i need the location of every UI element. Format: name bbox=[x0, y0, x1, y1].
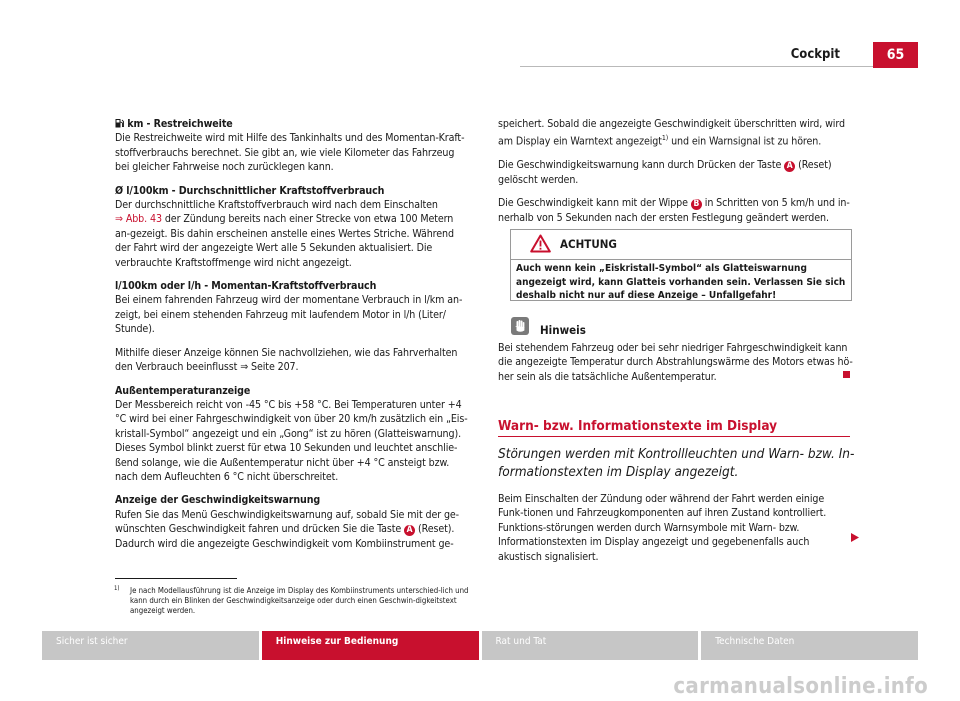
aussentemperatur-text: Der Messbereich reicht von -45 °C bis +58 °C. Bei Temperaturen unter +4 °C wird bei einer Fahrgeschwindigkeit von über 20 km/h zusätzlich ein „Eis-kristall-Symbol“ angezeigt und ein „Gong“ ist zu hören (Glatteiswarnung). Dieses Symbol blinkt zuerst für etwa 10 Sekunden und leuchtet anschlie-ßend solange, wie die Außentemperatur nicht über +4 °C ansteigt bzw. nach dem Aufleuchten 6 °C nicht überschreitet. bbox=[115, 398, 468, 483]
footnote-text: Je nach Modellausführung ist die Anzeige im Display des Kombiinstruments unterschied-lich und kann durch ein Blinken der Geschwindigkeitsanzeige oder durch einen Geschwin-digkeitstext angezeigt werden. bbox=[130, 586, 469, 615]
rp2-text: (Reset) gelöscht werden. bbox=[498, 159, 832, 186]
section-subtitle: Störungen werden mit Kontrollleuchten und Warn- bzw. In-formationstexten im Display angezeigt. bbox=[498, 446, 855, 480]
rp1-text: speichert. Sobald die angezeigte Geschwindigkeit überschritten wird, wird am Display ein Warntext angezeigt bbox=[498, 118, 845, 148]
right-paragraph-2 bbox=[498, 158, 853, 187]
page-header-title: Cockpit bbox=[790, 47, 840, 62]
section-underline bbox=[498, 436, 850, 437]
page-number: 65 bbox=[873, 42, 918, 68]
rp3-text: Die Geschwindigkeit kann mit der Wippe bbox=[498, 197, 688, 210]
durchschnitt-text bbox=[115, 198, 470, 270]
warning-title: ACHTUNG bbox=[560, 237, 617, 251]
hint-text: Bei stehendem Fahrzeug oder bei sehr niedriger Fahrgeschwindigkeit kann die angezeigte Temperatur durch Abstrahlungswärme des Motors etwas hö-her sein als die tatsächliche Außentemperatur. bbox=[498, 342, 853, 383]
geschwindigkeitswarnung-heading: Anzeige der Geschwindigkeitswarnung bbox=[115, 494, 321, 507]
left-column bbox=[115, 117, 470, 560]
key-a-badge: A bbox=[404, 525, 415, 536]
footer-tab-sicher[interactable]: Sicher ist sicher bbox=[42, 631, 259, 660]
section-end-marker bbox=[843, 371, 850, 378]
restreichweite-heading-text: km - Restreichweite bbox=[127, 118, 233, 130]
key-a-badge: A bbox=[784, 161, 795, 172]
hint-title: Hinweis bbox=[540, 323, 586, 337]
warning-triangle-icon bbox=[530, 234, 551, 253]
footer-tab-technische-daten[interactable]: Technische Daten bbox=[701, 631, 918, 660]
fuel-pump-icon bbox=[115, 118, 124, 128]
momentan-heading: l/100km oder l/h - Momentan-Kraftstoffverbrauch bbox=[115, 280, 377, 293]
warning-header bbox=[511, 230, 851, 260]
restreichweite-heading bbox=[115, 117, 470, 131]
figure-link[interactable]: ⇒ Abb. 43 bbox=[115, 213, 162, 226]
warning-box bbox=[510, 229, 852, 301]
footer-tab-bedienung[interactable]: Hinweise zur Bedienung bbox=[262, 631, 479, 660]
section-text: Beim Einschalten der Zündung oder während der Fahrt werden einige Funk-tionen und Fahrzeugkomponenten auf ihren Zustand kontrolliert. Funktions-störungen werden durch Warnsymbole mit Warn- bzw. Informationstexten im Display angezeigt und gegebenenfalls auch akustisch signalisiert. bbox=[498, 493, 827, 563]
momentan-text-2: Mithilfe dieser Anzeige können Sie nachvollziehen, wie das Fahrverhalten den Verbrauch beeinflusst ⇒ Seite 207. bbox=[115, 346, 458, 374]
durchschnitt-text-part: der Zündung bereits nach einer Strecke von etwa 100 Metern an-gezeigt. Bis dahin erscheinen anstelle eines Wertes Striche. Während der Fahrt wird der angezeigte Wert alle 5 Sekunden aktualisiert. Die verbrauchte Kraftstoffmenge wird nicht angezeigt. bbox=[115, 213, 454, 269]
footer-tab-rat-und-tat[interactable]: Rat und Tat bbox=[482, 631, 699, 660]
rp1-text: und ein Warnsignal ist zu hören. bbox=[671, 135, 822, 148]
continue-arrow-icon bbox=[851, 533, 859, 542]
restreichweite-text: Die Restreichweite wird mit Hilfe des Tankinhalts und des Momentan-Kraft-stoffverbrauchs berechnet. Sie gibt an, wie viele Kilometer das Fahrzeug bei gleicher Fahrweise noch zurücklegen kann. bbox=[115, 132, 465, 174]
footnote bbox=[114, 586, 474, 616]
rp2-text: Die Geschwindigkeitswarnung kann durch Drücken der Taste bbox=[498, 159, 782, 172]
right-column bbox=[498, 117, 853, 234]
header-divider bbox=[520, 66, 918, 67]
footnote-divider bbox=[115, 578, 237, 579]
footer-nav bbox=[42, 631, 918, 660]
momentan-text-1: Bei einem fahrenden Fahrzeug wird der momentane Verbrauch in l/km an-zeigt, bei einem stehenden Fahrzeug mit laufendem Motor in l/h (Liter/ Stunde). bbox=[115, 294, 463, 336]
watermark: carmanualsonline.info bbox=[673, 674, 928, 699]
aussentemperatur-heading: Außentemperaturanzeige bbox=[115, 384, 251, 397]
info-hand-icon bbox=[511, 317, 529, 335]
section-title: Warn- bzw. Informationstexte im Display bbox=[498, 418, 778, 434]
gw-text-part: (Reset). Dadurch wird die angezeigte Geschwindigkeit vom Kombiinstrument ge- bbox=[115, 523, 455, 550]
gw-text-part: Rufen Sie das Menü Geschwindigkeitswarnung auf, sobald Sie mit der ge-wünschten Geschwindigkeit fahren und drücken Sie die Taste bbox=[115, 508, 460, 536]
warning-text: Auch wenn kein „Eiskristall-Symbol“ als Glatteiswarnung angezeigt wird, kann Glatteis vorhanden sein. Verlassen Sie sich deshalb nicht nur auf diese Anzeige – Unfallgefahr! bbox=[516, 263, 846, 301]
footnote-ref: 1) bbox=[661, 134, 669, 143]
geschwindigkeitswarnung-text bbox=[115, 508, 470, 551]
durchschnitt-text-part: Der durchschnittliche Kraftstoffverbrauch wird nach dem Einschalten bbox=[115, 199, 438, 212]
rp3-text: in Schritten von 5 km/h und in-nerhalb von 5 Sekunden nach der ersten Festlegung geändert werden. bbox=[498, 197, 850, 224]
durchschnitt-heading: Ø l/100km - Durchschnittlicher Kraftstoffverbrauch bbox=[115, 184, 385, 197]
right-paragraph-1 bbox=[498, 117, 853, 149]
key-b-badge: B bbox=[691, 199, 702, 210]
footnote-mark: 1) bbox=[114, 585, 120, 592]
right-paragraph-3 bbox=[498, 196, 853, 225]
